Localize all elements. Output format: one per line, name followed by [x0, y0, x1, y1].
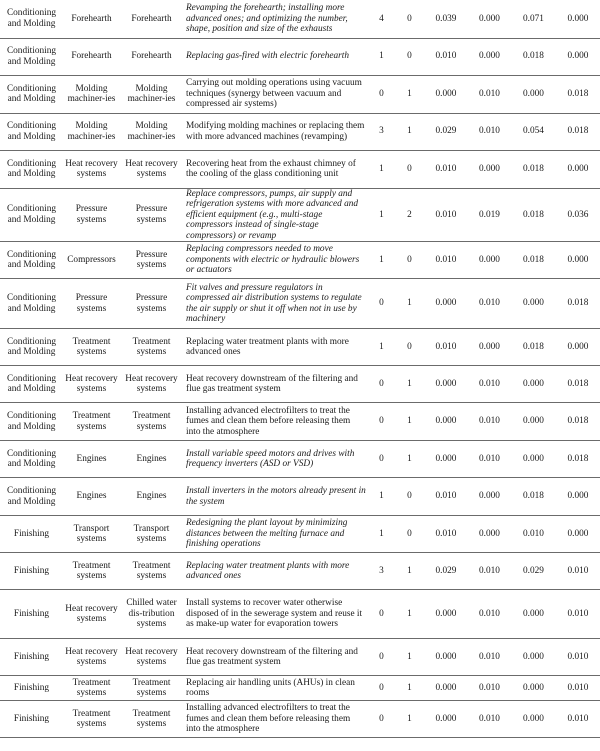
- value-4-cell: 0.010: [556, 639, 600, 676]
- description-cell: Heat recovery downstream of the filtering and flue gas treatment system: [183, 366, 368, 403]
- area-cell: Treatment systems: [63, 701, 120, 738]
- count-1-cell: 0: [368, 590, 395, 639]
- value-2-cell: 0.010: [468, 75, 511, 113]
- value-3-cell: 0.000: [511, 279, 556, 329]
- description-cell: Replacing water treatment plants with more advanced ones: [183, 553, 368, 590]
- value-2-cell: 0.000: [468, 478, 511, 516]
- table-row: [0, 0, 600, 38]
- area-cell: Forehearth: [63, 38, 120, 75]
- phase-cell: Conditioning and Molding: [0, 403, 63, 441]
- phase-cell: Conditioning and Molding: [0, 242, 63, 279]
- area-cell: Compressors: [63, 242, 120, 279]
- description-cell: Replace compressors, pumps, air supply and refrigeration systems with more advanced and efficient equipment (e.g., multi-stage compressors instead of single-stage compressors) or revamp: [183, 188, 368, 242]
- value-4-cell: 0.018: [556, 75, 600, 113]
- phase-cell: Conditioning and Molding: [0, 279, 63, 329]
- value-1-cell: 0.000: [424, 366, 468, 403]
- table-row: [0, 150, 600, 188]
- table-row: [0, 38, 600, 75]
- description-cell: Redesigning the plant layout by minimizing distances between the melting furnace and finishing operations: [183, 516, 368, 553]
- count-2-cell: 1: [395, 366, 424, 403]
- phase-cell: Conditioning and Molding: [0, 113, 63, 150]
- value-2-cell: 0.000: [468, 0, 511, 38]
- component-cell: Treatment systems: [120, 553, 183, 590]
- count-1-cell: 0: [368, 366, 395, 403]
- count-2-cell: 0: [395, 329, 424, 366]
- description-cell: Install systems to recover water otherwise disposed of in the sewerage system and reuse it as make-up water for evaporation towers: [183, 590, 368, 639]
- value-2-cell: 0.010: [468, 701, 511, 738]
- count-2-cell: 0: [395, 516, 424, 553]
- component-cell: Molding machiner-ies: [120, 113, 183, 150]
- description-cell: Revamping the forehearth; installing more advanced ones; and optimizing the number, shape, position and size of the exhausts: [183, 0, 368, 38]
- value-1-cell: 0.000: [424, 590, 468, 639]
- description-cell: Replacing gas-fired with electric forehearth: [183, 38, 368, 75]
- component-cell: Treatment systems: [120, 701, 183, 738]
- area-cell: Heat recovery systems: [63, 639, 120, 676]
- value-4-cell: 0.000: [556, 38, 600, 75]
- value-2-cell: 0.010: [468, 590, 511, 639]
- value-3-cell: 0.054: [511, 113, 556, 150]
- component-cell: Pressure systems: [120, 242, 183, 279]
- phase-cell: Conditioning and Molding: [0, 38, 63, 75]
- table-row: [0, 279, 600, 329]
- area-cell: Treatment systems: [63, 553, 120, 590]
- table-row: [0, 516, 600, 553]
- count-1-cell: 0: [368, 639, 395, 676]
- value-4-cell: 0.000: [556, 242, 600, 279]
- description-cell: Install inverters in the motors already present in the system: [183, 478, 368, 516]
- count-1-cell: 0: [368, 279, 395, 329]
- value-2-cell: 0.000: [468, 516, 511, 553]
- area-cell: Forehearth: [63, 0, 120, 38]
- value-2-cell: 0.019: [468, 188, 511, 242]
- component-cell: Treatment systems: [120, 676, 183, 701]
- area-cell: Treatment systems: [63, 329, 120, 366]
- description-cell: Recovering heat from the exhaust chimney of the cooling of the glass conditioning unit: [183, 150, 368, 188]
- phase-cell: Conditioning and Molding: [0, 441, 63, 478]
- value-3-cell: 0.000: [511, 590, 556, 639]
- table-row: [0, 366, 600, 403]
- value-4-cell: 0.018: [556, 403, 600, 441]
- count-2-cell: 1: [395, 113, 424, 150]
- component-cell: Heat recovery systems: [120, 150, 183, 188]
- phase-cell: Finishing: [0, 639, 63, 676]
- value-1-cell: 0.029: [424, 553, 468, 590]
- count-1-cell: 3: [368, 113, 395, 150]
- component-cell: Engines: [120, 478, 183, 516]
- description-cell: Fit valves and pressure regulators in compressed air distribution systems to regulate the air supply or shut it off when not in use by machinery: [183, 279, 368, 329]
- value-3-cell: 0.071: [511, 0, 556, 38]
- value-1-cell: 0.010: [424, 329, 468, 366]
- count-2-cell: 1: [395, 441, 424, 478]
- value-2-cell: 0.010: [468, 366, 511, 403]
- description-cell: Replacing air handling units (AHUs) in clean rooms: [183, 676, 368, 701]
- value-3-cell: 0.000: [511, 676, 556, 701]
- area-cell: Transport systems: [63, 516, 120, 553]
- value-3-cell: 0.018: [511, 329, 556, 366]
- component-cell: Transport systems: [120, 516, 183, 553]
- count-2-cell: 1: [395, 279, 424, 329]
- phase-cell: Finishing: [0, 590, 63, 639]
- count-2-cell: 1: [395, 590, 424, 639]
- component-cell: Chilled water dis-tribution systems: [120, 590, 183, 639]
- value-4-cell: 0.010: [556, 676, 600, 701]
- value-1-cell: 0.010: [424, 242, 468, 279]
- value-3-cell: 0.018: [511, 38, 556, 75]
- value-1-cell: 0.000: [424, 701, 468, 738]
- value-2-cell: 0.010: [468, 113, 511, 150]
- table-row: [0, 113, 600, 150]
- table-row: [0, 242, 600, 279]
- phase-cell: Finishing: [0, 676, 63, 701]
- phase-cell: Conditioning and Molding: [0, 366, 63, 403]
- component-cell: Molding machiner-ies: [120, 75, 183, 113]
- area-cell: Molding machiner-ies: [63, 75, 120, 113]
- value-4-cell: 0.018: [556, 366, 600, 403]
- description-cell: Replacing water treatment plants with more advanced ones: [183, 329, 368, 366]
- description-cell: Replacing compressors needed to move components with electric or hydraulic blowers or actuators: [183, 242, 368, 279]
- value-2-cell: 0.000: [468, 329, 511, 366]
- component-cell: Pressure systems: [120, 279, 183, 329]
- component-cell: Treatment systems: [120, 403, 183, 441]
- count-1-cell: 0: [368, 441, 395, 478]
- count-1-cell: 0: [368, 403, 395, 441]
- value-4-cell: 0.000: [556, 0, 600, 38]
- count-2-cell: 1: [395, 676, 424, 701]
- count-2-cell: 0: [395, 38, 424, 75]
- table-row: [0, 590, 600, 639]
- count-1-cell: 1: [368, 38, 395, 75]
- count-2-cell: 1: [395, 639, 424, 676]
- value-4-cell: 0.000: [556, 516, 600, 553]
- value-3-cell: 0.018: [511, 242, 556, 279]
- value-2-cell: 0.010: [468, 639, 511, 676]
- count-1-cell: 1: [368, 150, 395, 188]
- component-cell: Forehearth: [120, 38, 183, 75]
- description-cell: Install variable speed motors and drives with frequency inverters (ASD or VSD): [183, 441, 368, 478]
- value-3-cell: 0.018: [511, 478, 556, 516]
- value-2-cell: 0.010: [468, 676, 511, 701]
- count-2-cell: 0: [395, 0, 424, 38]
- value-1-cell: 0.039: [424, 0, 468, 38]
- phase-cell: Finishing: [0, 553, 63, 590]
- table-row: [0, 75, 600, 113]
- count-1-cell: 1: [368, 329, 395, 366]
- table-row: [0, 188, 600, 242]
- value-1-cell: 0.000: [424, 639, 468, 676]
- count-1-cell: 4: [368, 0, 395, 38]
- description-cell: Installing advanced electrofilters to treat the fumes and clean them before releasing them into the atmosphere: [183, 701, 368, 738]
- value-4-cell: 0.018: [556, 441, 600, 478]
- value-2-cell: 0.010: [468, 403, 511, 441]
- area-cell: Molding machiner-ies: [63, 113, 120, 150]
- area-cell: Pressure systems: [63, 188, 120, 242]
- phase-cell: Finishing: [0, 516, 63, 553]
- count-2-cell: 2: [395, 188, 424, 242]
- description-cell: Carrying out molding operations using vacuum techniques (synergy between vacuum and compressed air systems): [183, 75, 368, 113]
- component-cell: Forehearth: [120, 0, 183, 38]
- phase-cell: Conditioning and Molding: [0, 0, 63, 38]
- area-cell: Treatment systems: [63, 676, 120, 701]
- value-1-cell: 0.000: [424, 403, 468, 441]
- value-4-cell: 0.000: [556, 478, 600, 516]
- count-1-cell: 1: [368, 242, 395, 279]
- value-1-cell: 0.029: [424, 113, 468, 150]
- value-2-cell: 0.010: [468, 441, 511, 478]
- description-cell: Installing advanced electrofilters to treat the fumes and clean them before releasing them into the atmosphere: [183, 403, 368, 441]
- value-4-cell: 0.000: [556, 329, 600, 366]
- table-row: [0, 329, 600, 366]
- count-1-cell: 1: [368, 516, 395, 553]
- area-cell: Engines: [63, 478, 120, 516]
- value-4-cell: 0.018: [556, 113, 600, 150]
- value-1-cell: 0.010: [424, 516, 468, 553]
- phase-cell: Conditioning and Molding: [0, 150, 63, 188]
- value-1-cell: 0.010: [424, 188, 468, 242]
- phase-cell: Conditioning and Molding: [0, 75, 63, 113]
- value-3-cell: 0.029: [511, 553, 556, 590]
- value-3-cell: 0.000: [511, 366, 556, 403]
- count-1-cell: 1: [368, 188, 395, 242]
- value-3-cell: 0.010: [511, 516, 556, 553]
- value-2-cell: 0.000: [468, 38, 511, 75]
- phase-cell: Conditioning and Molding: [0, 188, 63, 242]
- component-cell: Treatment systems: [120, 329, 183, 366]
- value-4-cell: 0.010: [556, 701, 600, 738]
- value-3-cell: 0.000: [511, 403, 556, 441]
- count-1-cell: 0: [368, 75, 395, 113]
- component-cell: Heat recovery systems: [120, 366, 183, 403]
- count-1-cell: 1: [368, 478, 395, 516]
- phase-cell: Finishing: [0, 701, 63, 738]
- table-row: [0, 441, 600, 478]
- count-2-cell: 0: [395, 150, 424, 188]
- table-row: [0, 403, 600, 441]
- value-1-cell: 0.010: [424, 478, 468, 516]
- count-2-cell: 0: [395, 242, 424, 279]
- count-2-cell: 1: [395, 553, 424, 590]
- count-2-cell: 0: [395, 478, 424, 516]
- value-1-cell: 0.000: [424, 676, 468, 701]
- value-3-cell: 0.018: [511, 188, 556, 242]
- area-cell: Pressure systems: [63, 279, 120, 329]
- value-2-cell: 0.010: [468, 279, 511, 329]
- count-1-cell: 3: [368, 553, 395, 590]
- count-2-cell: 1: [395, 701, 424, 738]
- value-1-cell: 0.010: [424, 150, 468, 188]
- description-cell: Heat recovery downstream of the filtering and flue gas treatment system: [183, 639, 368, 676]
- value-4-cell: 0.000: [556, 150, 600, 188]
- table-row: [0, 553, 600, 590]
- component-cell: Pressure systems: [120, 188, 183, 242]
- value-4-cell: 0.036: [556, 188, 600, 242]
- value-1-cell: 0.010: [424, 38, 468, 75]
- area-cell: Treatment systems: [63, 403, 120, 441]
- value-4-cell: 0.010: [556, 590, 600, 639]
- component-cell: Engines: [120, 441, 183, 478]
- table-row: [0, 676, 600, 701]
- count-2-cell: 1: [395, 403, 424, 441]
- value-4-cell: 0.018: [556, 279, 600, 329]
- phase-cell: Conditioning and Molding: [0, 478, 63, 516]
- area-cell: Heat recovery systems: [63, 590, 120, 639]
- count-2-cell: 1: [395, 75, 424, 113]
- table-row: [0, 478, 600, 516]
- value-3-cell: 0.000: [511, 639, 556, 676]
- area-cell: Heat recovery systems: [63, 150, 120, 188]
- value-2-cell: 0.000: [468, 242, 511, 279]
- description-cell: Modifying molding machines or replacing them with more advanced machines (revamping): [183, 113, 368, 150]
- value-1-cell: 0.000: [424, 75, 468, 113]
- value-1-cell: 0.000: [424, 441, 468, 478]
- phase-cell: Conditioning and Molding: [0, 329, 63, 366]
- value-3-cell: 0.000: [511, 701, 556, 738]
- value-3-cell: 0.000: [511, 75, 556, 113]
- area-cell: Engines: [63, 441, 120, 478]
- value-2-cell: 0.000: [468, 150, 511, 188]
- value-3-cell: 0.018: [511, 150, 556, 188]
- table-row: [0, 701, 600, 738]
- value-1-cell: 0.000: [424, 279, 468, 329]
- value-3-cell: 0.000: [511, 441, 556, 478]
- table-row: [0, 639, 600, 676]
- value-4-cell: 0.010: [556, 553, 600, 590]
- count-1-cell: 0: [368, 701, 395, 738]
- value-2-cell: 0.010: [468, 553, 511, 590]
- component-cell: Heat recovery systems: [120, 639, 183, 676]
- count-1-cell: 0: [368, 676, 395, 701]
- area-cell: Heat recovery systems: [63, 366, 120, 403]
